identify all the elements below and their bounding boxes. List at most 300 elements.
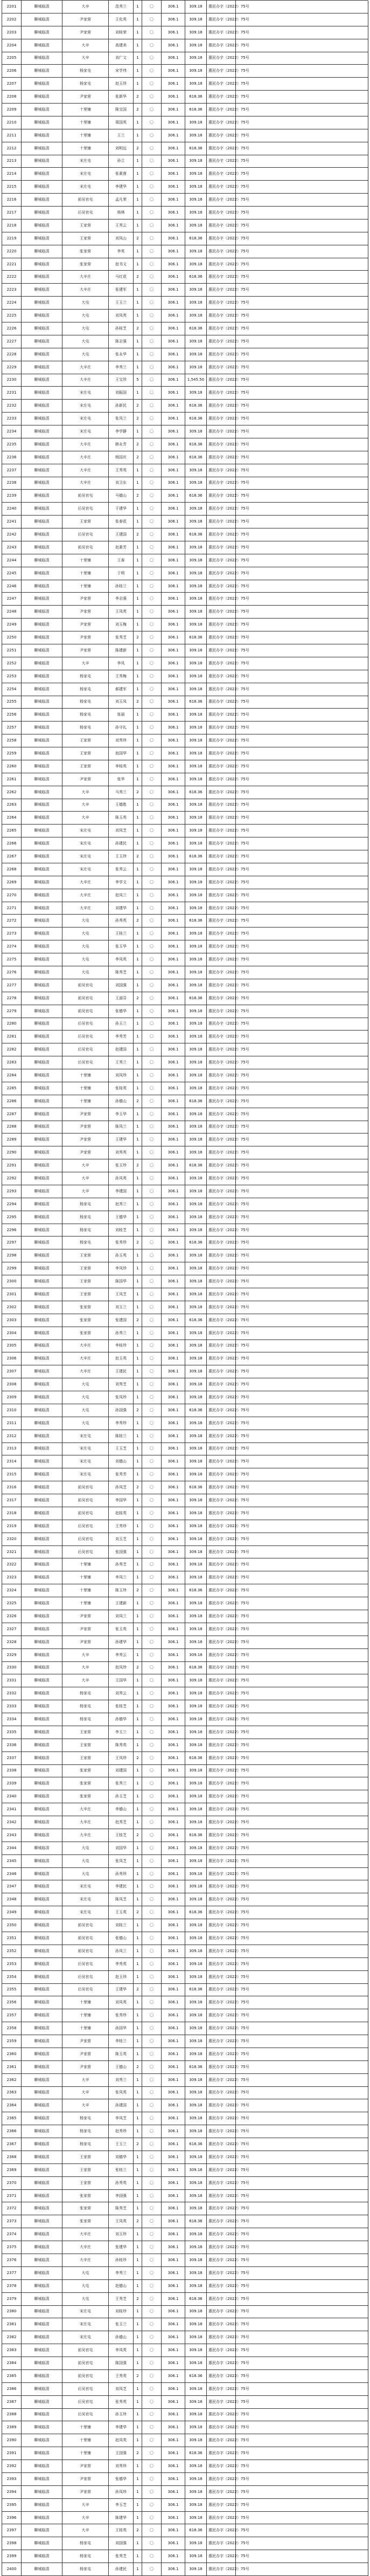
document-cell: 惠民办字（2022）75号 xyxy=(207,631,236,644)
count-cell: 1 xyxy=(134,1249,142,1262)
mark-cell: 〇 xyxy=(142,1172,162,1185)
count-cell: 1 xyxy=(134,155,142,168)
standard-cell: 306.1 xyxy=(162,361,185,374)
standard-cell: 306.1 xyxy=(162,1340,185,1352)
table-row xyxy=(2,812,368,825)
mark-cell: 〇 xyxy=(142,2421,162,2434)
empty-cell xyxy=(236,1855,368,1867)
empty-cell xyxy=(236,2009,368,2022)
table-row xyxy=(2,1739,368,1752)
amount-cell: 309.18 xyxy=(185,580,207,593)
document-cell: 惠民办字（2022）75号 xyxy=(207,2099,236,2112)
document-cell: 惠民办字（2022）75号 xyxy=(207,1533,236,1545)
document-cell: 惠民办字（2022）75号 xyxy=(207,1031,236,1043)
document-cell: 惠民办字（2022）75号 xyxy=(207,400,236,412)
count-cell: 1 xyxy=(134,1687,142,1700)
city-county-cell: 聊城临清 xyxy=(22,1919,62,1932)
row-number-cell: 2249 xyxy=(2,619,22,631)
row-number-cell: 2399 xyxy=(2,2550,22,2563)
count-cell: 1 xyxy=(134,593,142,605)
standard-cell: 306.1 xyxy=(162,1803,185,1816)
name-cell: 陈建华 xyxy=(109,2512,134,2524)
name-cell: 赵秀芝 xyxy=(109,1816,134,1829)
table-row xyxy=(2,2280,368,2293)
table-row xyxy=(2,2267,368,2280)
name-cell: 赵德山 xyxy=(109,2280,134,2292)
city-county-cell: 聊城临清 xyxy=(22,1043,62,1056)
row-number-cell: 2211 xyxy=(2,129,22,142)
amount-cell: 309.18 xyxy=(185,2048,207,2060)
name-cell: 孙建民 xyxy=(109,837,134,850)
standard-cell: 306.1 xyxy=(162,1520,185,1533)
row-number-cell: 2380 xyxy=(2,2306,22,2318)
mark-cell: 〇 xyxy=(142,2138,162,2151)
empty-cell xyxy=(236,1829,368,1842)
amount-cell: 309.18 xyxy=(185,1765,207,1777)
document-cell: 惠民办字（2022）75号 xyxy=(207,1700,236,1713)
document-cell: 惠民办字（2022）75号 xyxy=(207,1262,236,1275)
amount-cell: 309.18 xyxy=(185,2267,207,2279)
count-cell: 1 xyxy=(134,2409,142,2421)
standard-cell: 306.1 xyxy=(162,940,185,953)
empty-cell xyxy=(236,1314,368,1327)
row-number-cell: 2247 xyxy=(2,593,22,605)
row-number-cell: 2289 xyxy=(2,1134,22,1146)
table-row xyxy=(2,889,368,902)
document-cell: 惠民办字（2022）75号 xyxy=(207,194,236,206)
name-cell: 王德华 xyxy=(109,1211,134,1224)
table-row xyxy=(2,1996,368,2009)
amount-cell: 309.18 xyxy=(185,541,207,554)
empty-cell xyxy=(236,1597,368,1610)
count-cell: 1 xyxy=(134,1558,142,1571)
standard-cell: 306.1 xyxy=(162,65,185,77)
row-number-cell: 2375 xyxy=(2,2241,22,2254)
village-cell: 杨家屯 xyxy=(62,1224,109,1237)
mark-cell: 〇 xyxy=(142,1005,162,1018)
table-row xyxy=(2,1752,368,1765)
document-cell: 惠民办字（2022）75号 xyxy=(207,2344,236,2357)
count-cell: 1 xyxy=(134,1649,142,1661)
empty-cell xyxy=(236,1752,368,1764)
village-cell: 尹家营 xyxy=(62,773,109,786)
amount-cell: 309.18 xyxy=(185,258,207,271)
standard-cell: 306.1 xyxy=(162,2486,185,2498)
empty-cell xyxy=(236,1945,368,1957)
name-cell: 刘秀珍 xyxy=(109,734,134,747)
mark-cell: 〇 xyxy=(142,258,162,271)
count-cell: 2 xyxy=(134,400,142,412)
mark-cell: 〇 xyxy=(142,825,162,837)
village-cell: 大屯 xyxy=(62,297,109,309)
village-cell: 杨家屯 xyxy=(62,2138,109,2151)
name-cell: 王秀英 xyxy=(109,2370,134,2382)
village-cell: 大屯 xyxy=(62,1417,109,1430)
city-county-cell: 聊城临清 xyxy=(22,1069,62,1082)
document-cell: 惠民办字（2022）75号 xyxy=(207,2306,236,2318)
name-cell: 刘凤珍 xyxy=(109,1069,134,1082)
amount-cell: 309.18 xyxy=(185,13,207,26)
village-cell: 张家营 xyxy=(62,1765,109,1777)
standard-cell: 306.1 xyxy=(162,1958,185,1970)
mark-cell: 〇 xyxy=(142,1430,162,1442)
name-cell: 孙德华 xyxy=(109,1713,134,1726)
table-row xyxy=(2,2293,368,2306)
standard-cell: 306.1 xyxy=(162,722,185,734)
village-cell: 前吴官屯 xyxy=(62,992,109,1005)
amount-cell: 309.18 xyxy=(185,683,207,696)
name-cell: 张建华 xyxy=(109,2241,134,2254)
village-cell: 后吴官屯 xyxy=(62,1958,109,1970)
count-cell: 2 xyxy=(134,1584,142,1597)
village-cell: 大辛 xyxy=(62,52,109,65)
standard-cell: 306.1 xyxy=(162,812,185,824)
empty-cell xyxy=(236,1803,368,1816)
city-county-cell: 聊城临清 xyxy=(22,1649,62,1661)
mark-cell: 〇 xyxy=(142,1095,162,1108)
mark-cell: 〇 xyxy=(142,1378,162,1391)
city-county-cell: 聊城临清 xyxy=(22,773,62,786)
table-row xyxy=(2,683,368,696)
amount-cell: 618.36 xyxy=(185,232,207,245)
city-county-cell: 聊城临清 xyxy=(22,335,62,348)
table-row xyxy=(2,1443,368,1456)
village-cell: 大辛 xyxy=(62,1,109,13)
amount-cell: 309.18 xyxy=(185,1056,207,1069)
document-cell: 惠民办字（2022）75号 xyxy=(207,2331,236,2344)
row-number-cell: 2251 xyxy=(2,644,22,657)
name-cell: 刘德山 xyxy=(109,1455,134,1468)
name-cell: 王凤珍 xyxy=(109,1752,134,1764)
count-cell: 1 xyxy=(134,1005,142,1018)
empty-cell xyxy=(236,1404,368,1417)
count-cell: 2 xyxy=(134,2524,142,2537)
amount-cell: 618.36 xyxy=(185,1752,207,1764)
amount-cell: 309.18 xyxy=(185,1275,207,1288)
mark-cell: 〇 xyxy=(142,2215,162,2228)
empty-cell xyxy=(236,1558,368,1571)
subsidy-table xyxy=(2,0,368,2576)
name-cell: 刘卫东 xyxy=(109,477,134,490)
empty-cell xyxy=(236,284,368,296)
table-row xyxy=(2,374,368,387)
city-county-cell: 聊城临清 xyxy=(22,2409,62,2421)
mark-cell: 〇 xyxy=(142,606,162,618)
amount-cell: 309.18 xyxy=(185,825,207,837)
city-county-cell: 聊城临清 xyxy=(22,722,62,734)
city-county-cell: 聊城临清 xyxy=(22,812,62,824)
table-row xyxy=(2,1417,368,1430)
city-county-cell: 聊城临清 xyxy=(22,26,62,39)
table-row xyxy=(2,129,368,142)
mark-cell: 〇 xyxy=(142,2202,162,2215)
name-cell: 王建华 xyxy=(109,1134,134,1146)
mark-cell: 〇 xyxy=(142,1726,162,1739)
table-row xyxy=(2,1880,368,1893)
city-county-cell: 聊城临清 xyxy=(22,2396,62,2408)
amount-cell: 309.18 xyxy=(185,837,207,850)
city-county-cell: 聊城临清 xyxy=(22,2035,62,2048)
city-county-cell: 聊城临清 xyxy=(22,2293,62,2305)
name-cell: 范秀兰 xyxy=(109,1,134,13)
name-cell: 张秀芝 xyxy=(109,631,134,644)
document-cell: 惠民办字（2022）75号 xyxy=(207,2409,236,2421)
city-county-cell: 聊城临清 xyxy=(22,1327,62,1339)
amount-cell: 309.18 xyxy=(185,2164,207,2176)
amount-cell: 309.18 xyxy=(185,1893,207,1906)
village-cell: 王家营 xyxy=(62,2164,109,2176)
name-cell: 张秀英 xyxy=(109,2396,134,2408)
name-cell: 张秀芳 xyxy=(109,1468,134,1481)
village-cell: 十里铺 xyxy=(62,104,109,116)
village-cell: 杨家屯 xyxy=(62,709,109,721)
village-cell: 十里铺 xyxy=(62,1558,109,1571)
city-county-cell: 聊城临清 xyxy=(22,2022,62,2035)
standard-cell: 306.1 xyxy=(162,1816,185,1829)
village-cell: 后吴官屯 xyxy=(62,1043,109,1056)
document-cell: 惠民办字（2022）75号 xyxy=(207,786,236,799)
empty-cell xyxy=(236,1417,368,1430)
document-cell: 惠民办字（2022）75号 xyxy=(207,734,236,747)
name-cell: 张建军 xyxy=(109,284,134,296)
standard-cell: 306.1 xyxy=(162,1043,185,1056)
city-county-cell: 聊城临清 xyxy=(22,1932,62,1945)
name-cell: 孙德山 xyxy=(109,2331,134,2344)
table-row xyxy=(2,1237,368,1249)
document-cell: 惠民办字（2022）75号 xyxy=(207,696,236,709)
count-cell: 5 xyxy=(134,374,142,387)
city-county-cell: 聊城临清 xyxy=(22,2087,62,2099)
document-cell: 惠民办字（2022）75号 xyxy=(207,1880,236,1893)
document-cell: 惠民办字（2022）75号 xyxy=(207,258,236,271)
document-cell: 惠民办字（2022）75号 xyxy=(207,2473,236,2485)
amount-cell: 309.18 xyxy=(185,966,207,979)
standard-cell: 306.1 xyxy=(162,13,185,26)
mark-cell: 〇 xyxy=(142,1533,162,1545)
row-number-cell: 2335 xyxy=(2,1726,22,1739)
amount-cell: 618.36 xyxy=(185,528,207,541)
name-cell: 刘凤山 xyxy=(109,232,134,245)
count-cell: 1 xyxy=(134,1816,142,1829)
city-county-cell: 聊城临清 xyxy=(22,1391,62,1404)
table-row xyxy=(2,464,368,477)
amount-cell: 618.36 xyxy=(185,1984,207,1996)
mark-cell: 〇 xyxy=(142,2267,162,2279)
row-number-cell: 2206 xyxy=(2,65,22,77)
document-cell: 惠民办字（2022）75号 xyxy=(207,503,236,515)
name-cell: 张玉华 xyxy=(109,940,134,953)
table-row xyxy=(2,928,368,940)
amount-cell: 309.18 xyxy=(185,65,207,77)
village-cell: 后吴官屯 xyxy=(62,1031,109,1043)
empty-cell xyxy=(236,2138,368,2151)
row-number-cell: 2346 xyxy=(2,1868,22,1880)
row-number-cell: 2315 xyxy=(2,1468,22,1481)
count-cell: 1 xyxy=(134,1919,142,1932)
amount-cell: 309.18 xyxy=(185,78,207,90)
name-cell: 刘凤芝 xyxy=(109,2383,134,2395)
mark-cell: 〇 xyxy=(142,1494,162,1507)
document-cell: 惠民办字（2022）75号 xyxy=(207,2202,236,2215)
empty-cell xyxy=(236,1249,368,1262)
row-number-cell: 2336 xyxy=(2,1739,22,1751)
mark-cell: 〇 xyxy=(142,104,162,116)
row-number-cell: 2297 xyxy=(2,1237,22,1249)
name-cell: 刘建华 xyxy=(109,902,134,915)
standard-cell: 306.1 xyxy=(162,194,185,206)
row-number-cell: 2275 xyxy=(2,953,22,966)
count-cell: 1 xyxy=(134,1056,142,1069)
table-row xyxy=(2,1906,368,1919)
name-cell: 李志强 xyxy=(109,593,134,605)
amount-cell: 309.18 xyxy=(185,1430,207,1442)
city-county-cell: 聊城临清 xyxy=(22,2228,62,2241)
row-number-cell: 2268 xyxy=(2,863,22,876)
mark-cell: 〇 xyxy=(142,155,162,168)
table-row xyxy=(2,2396,368,2409)
document-cell: 惠民办字（2022）75号 xyxy=(207,39,236,52)
table-row xyxy=(2,1056,368,1069)
table-row xyxy=(2,2344,368,2357)
count-cell: 1 xyxy=(134,1443,142,1455)
city-county-cell: 聊城临清 xyxy=(22,1636,62,1648)
row-number-cell: 2320 xyxy=(2,1533,22,1545)
empty-cell xyxy=(236,786,368,799)
village-cell: 大辛庄 xyxy=(62,2228,109,2241)
document-cell: 惠民办字（2022）75号 xyxy=(207,142,236,155)
empty-cell xyxy=(236,1352,368,1365)
city-county-cell: 聊城临清 xyxy=(22,232,62,245)
mark-cell: 〇 xyxy=(142,78,162,90)
empty-cell xyxy=(236,966,368,979)
row-number-cell: 2358 xyxy=(2,2022,22,2035)
row-number-cell: 2369 xyxy=(2,2164,22,2176)
amount-cell: 309.18 xyxy=(185,1700,207,1713)
table-row xyxy=(2,2228,368,2241)
name-cell: 张凤英 xyxy=(109,2087,134,2099)
amount-cell: 309.18 xyxy=(185,1919,207,1932)
standard-cell: 306.1 xyxy=(162,1558,185,1571)
empty-cell xyxy=(236,1069,368,1082)
amount-cell: 309.18 xyxy=(185,2473,207,2485)
city-county-cell: 聊城临清 xyxy=(22,747,62,760)
amount-cell: 309.18 xyxy=(185,348,207,361)
village-cell: 宋庄屯 xyxy=(62,850,109,863)
document-cell: 惠民办字（2022）75号 xyxy=(207,644,236,657)
empty-cell xyxy=(236,541,368,554)
city-county-cell: 聊城临清 xyxy=(22,1855,62,1867)
count-cell: 1 xyxy=(134,1893,142,1906)
standard-cell: 306.1 xyxy=(162,1365,185,1378)
document-cell: 惠民办字（2022）75号 xyxy=(207,2357,236,2369)
city-county-cell: 聊城临清 xyxy=(22,2344,62,2357)
empty-cell xyxy=(236,1571,368,1584)
name-cell: 马红花 xyxy=(109,271,134,283)
amount-cell: 309.18 xyxy=(185,1687,207,1700)
mark-cell: 〇 xyxy=(142,799,162,812)
empty-cell xyxy=(236,2267,368,2279)
empty-cell xyxy=(236,1984,368,1996)
count-cell: 2 xyxy=(134,1752,142,1764)
amount-cell: 309.18 xyxy=(185,1958,207,1970)
mark-cell: 〇 xyxy=(142,1636,162,1648)
standard-cell: 306.1 xyxy=(162,1855,185,1867)
table-row xyxy=(2,1069,368,1082)
amount-cell: 309.18 xyxy=(185,2254,207,2266)
mark-cell: 〇 xyxy=(142,361,162,374)
name-cell: 赵玉珍 xyxy=(109,78,134,90)
row-number-cell: 2269 xyxy=(2,876,22,889)
empty-cell xyxy=(236,155,368,168)
standard-cell: 306.1 xyxy=(162,567,185,580)
row-number-cell: 2286 xyxy=(2,1095,22,1108)
table-row xyxy=(2,850,368,863)
amount-cell: 309.18 xyxy=(185,1610,207,1623)
mark-cell: 〇 xyxy=(142,812,162,824)
row-number-cell: 2243 xyxy=(2,541,22,554)
empty-cell xyxy=(236,219,368,232)
table-row xyxy=(2,1134,368,1146)
village-cell: 后吴官屯 xyxy=(62,2383,109,2395)
amount-cell: 309.18 xyxy=(185,2331,207,2344)
mark-cell: 〇 xyxy=(142,1340,162,1352)
count-cell: 1 xyxy=(134,1546,142,1558)
amount-cell: 309.18 xyxy=(185,168,207,180)
name-cell: 王国强 xyxy=(109,2447,134,2460)
row-number-cell: 2238 xyxy=(2,477,22,490)
table-row xyxy=(2,825,368,837)
city-county-cell: 聊城临清 xyxy=(22,709,62,721)
name-cell: 刘国强 xyxy=(109,2537,134,2550)
count-cell: 1 xyxy=(134,1700,142,1713)
city-county-cell: 聊城临清 xyxy=(22,2280,62,2292)
row-number-cell: 2367 xyxy=(2,2138,22,2151)
row-number-cell: 2314 xyxy=(2,1455,22,1468)
mark-cell: 〇 xyxy=(142,1971,162,1983)
document-cell: 惠民办字（2022）75号 xyxy=(207,2151,236,2163)
table-row xyxy=(2,940,368,953)
count-cell: 1 xyxy=(134,2087,142,2099)
city-county-cell: 聊城临清 xyxy=(22,1571,62,1584)
row-number-cell: 2339 xyxy=(2,1777,22,1790)
name-cell: 刘凤兰 xyxy=(109,1610,134,1623)
village-cell: 宋庄屯 xyxy=(62,413,109,425)
amount-cell: 309.18 xyxy=(185,1365,207,1378)
document-cell: 惠民办字（2022）75号 xyxy=(207,348,236,361)
table-row xyxy=(2,1662,368,1675)
amount-cell: 309.18 xyxy=(185,1713,207,1726)
village-cell: 杨家屯 xyxy=(62,2125,109,2138)
village-cell: 张家营 xyxy=(62,1777,109,1790)
empty-cell xyxy=(236,1790,368,1803)
village-cell: 杨家屯 xyxy=(62,1211,109,1224)
standard-cell: 306.1 xyxy=(162,1765,185,1777)
count-cell: 1 xyxy=(134,116,142,129)
empty-cell xyxy=(236,902,368,915)
document-cell: 惠民办字（2022）75号 xyxy=(207,1082,236,1095)
row-number-cell: 2348 xyxy=(2,1893,22,1906)
amount-cell: 309.18 xyxy=(185,2125,207,2138)
amount-cell: 309.18 xyxy=(185,1880,207,1893)
row-number-cell: 2235 xyxy=(2,438,22,451)
city-county-cell: 聊城临清 xyxy=(22,1301,62,1314)
amount-cell: 618.36 xyxy=(185,2293,207,2305)
empty-cell xyxy=(236,1584,368,1597)
row-number-cell: 2316 xyxy=(2,1481,22,1494)
village-cell: 杨家屯 xyxy=(62,1713,109,1726)
document-cell: 惠民办字（2022）75号 xyxy=(207,992,236,1005)
document-cell: 惠民办字（2022）75号 xyxy=(207,799,236,812)
